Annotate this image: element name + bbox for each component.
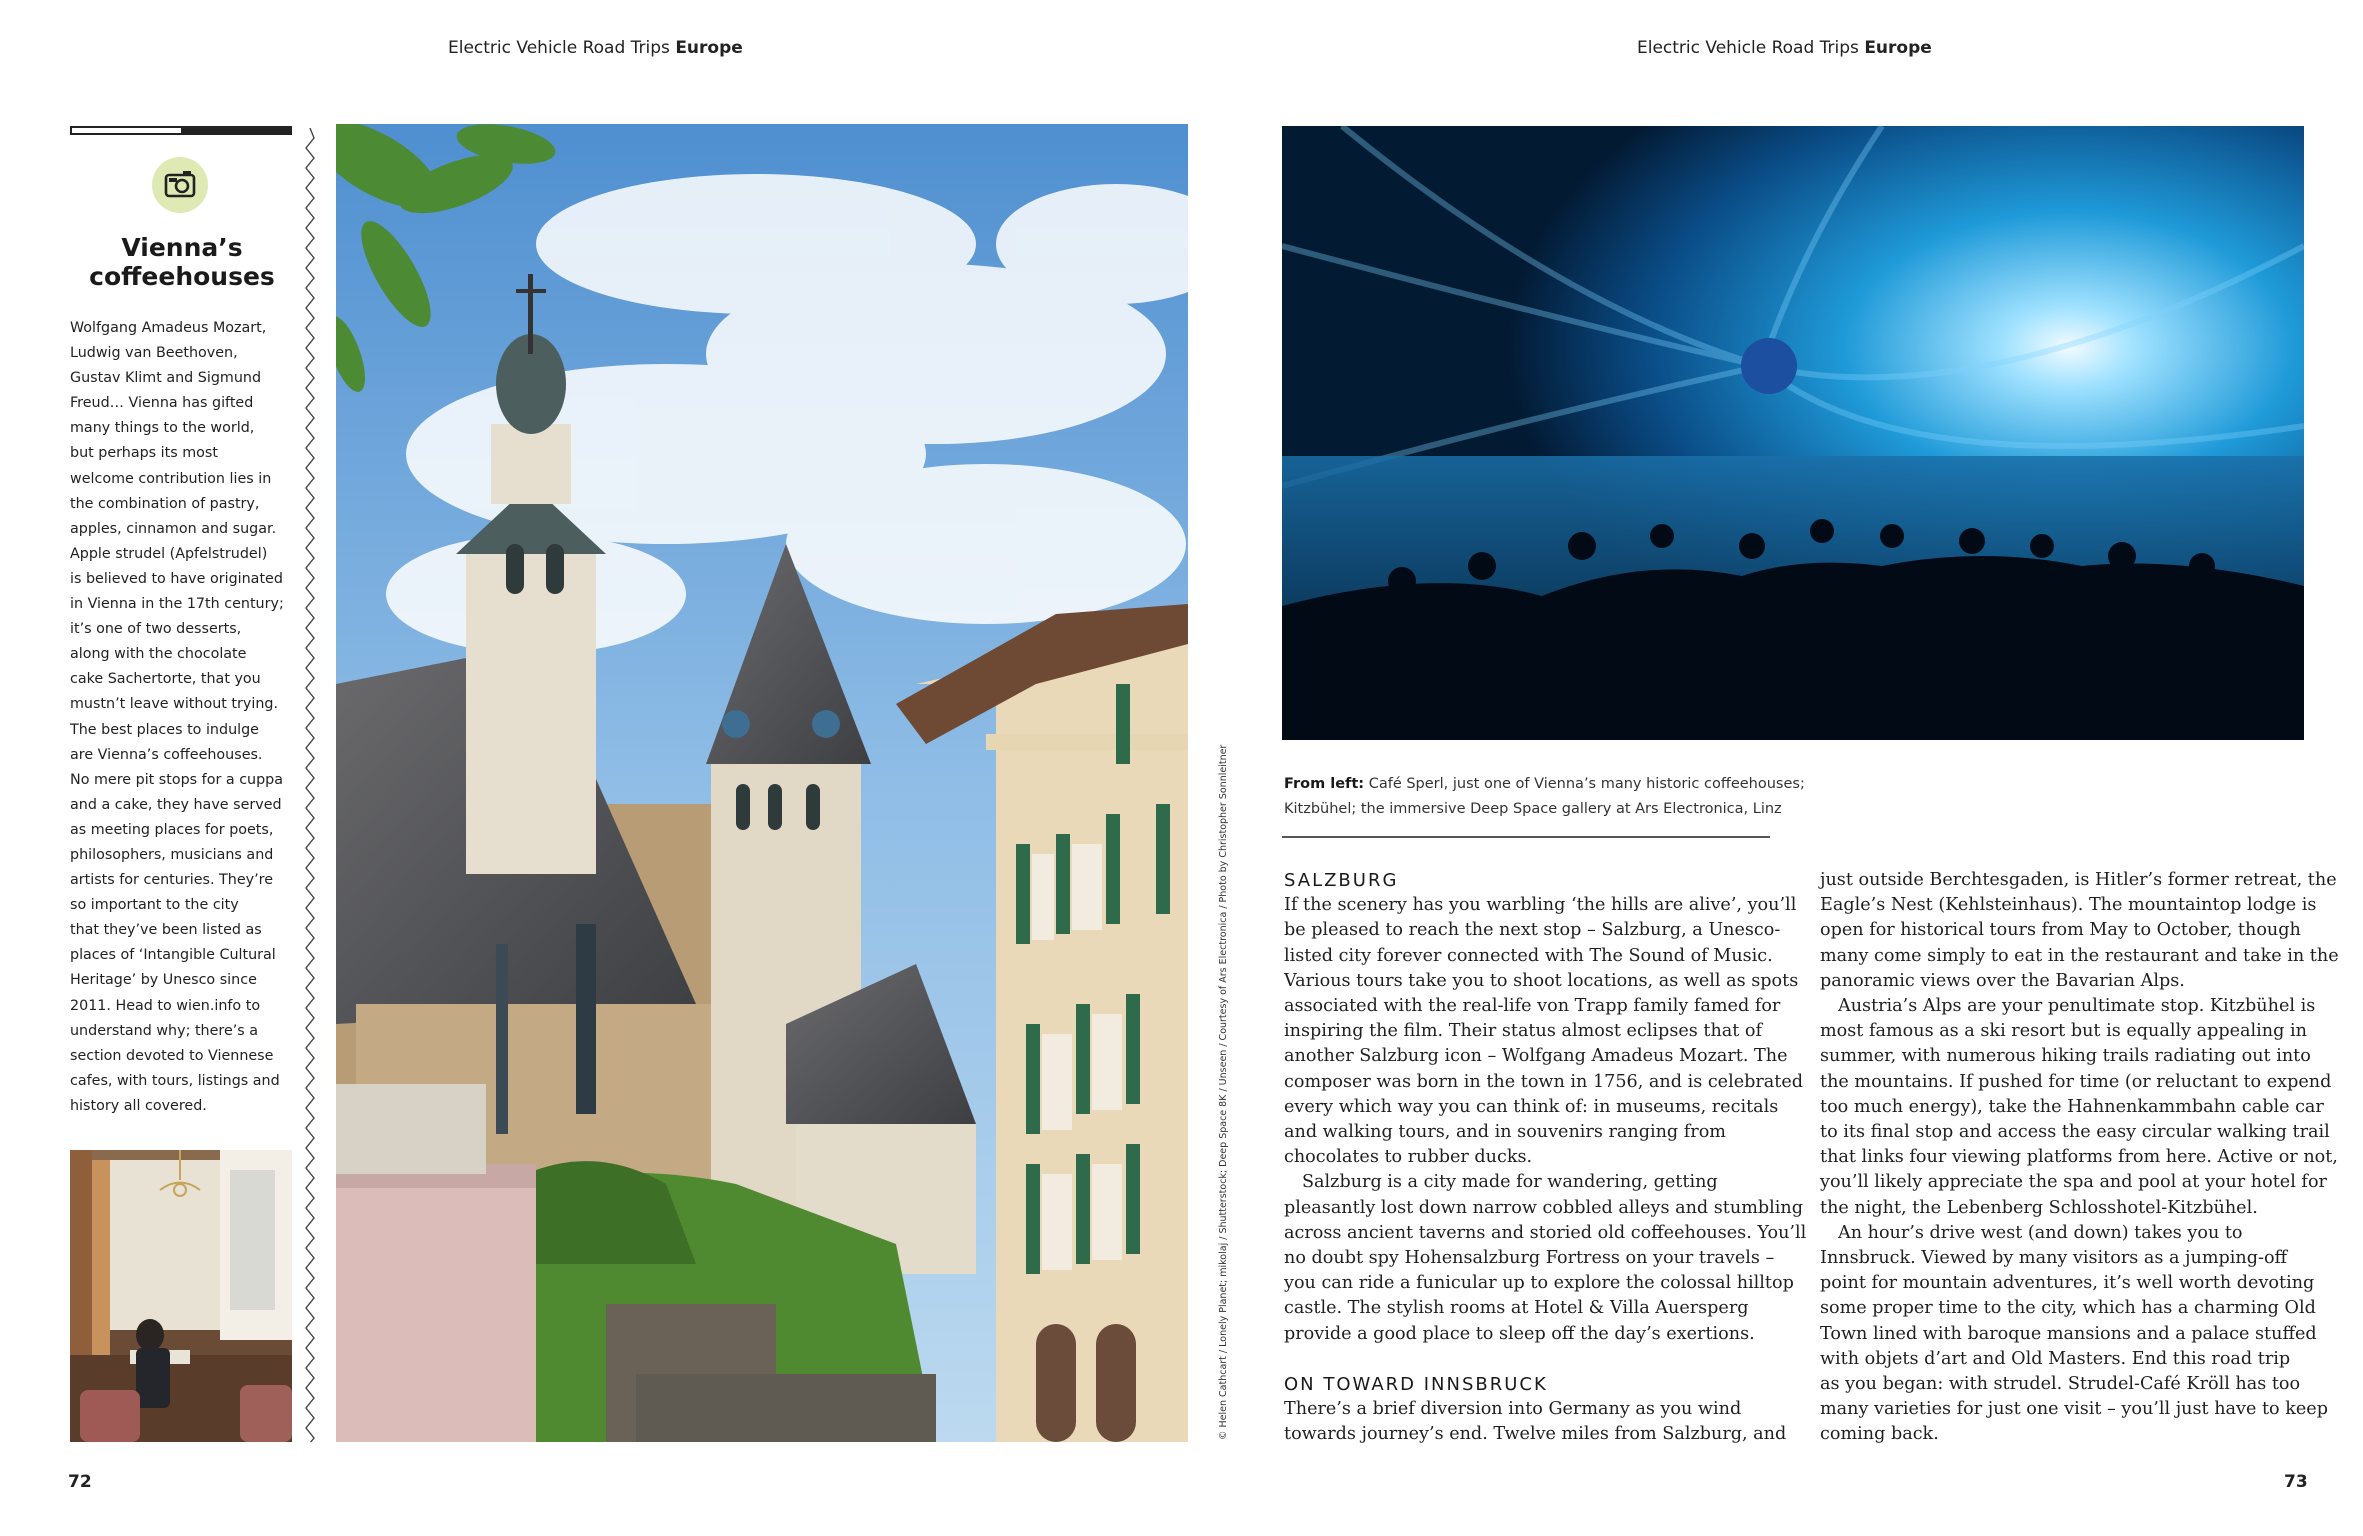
- sidebar-line: mustn’t leave without trying.: [70, 696, 279, 713]
- body-line: every which way you can think of: in museums, recitals: [1284, 1096, 1779, 1117]
- sidebar-line: The best places to indulge: [70, 721, 259, 738]
- sidebar-line: but perhaps its most: [70, 445, 218, 462]
- header-bold: Europe: [1864, 38, 1932, 58]
- sidebar-line: understand why; there’s a: [70, 1022, 259, 1039]
- body-line: across ancient taverns and storied old coffeehouses. You’ll: [1284, 1222, 1807, 1243]
- sidebar-line: it’s one of two desserts,: [70, 621, 242, 638]
- kitzbuehel-photo: [336, 124, 1188, 1442]
- body-line: pleasantly lost down narrow cobbled alleys and stumbling: [1284, 1197, 1803, 1218]
- body-line: with objets d’art and Old Masters. End this road trip: [1820, 1348, 2291, 1369]
- body-line: the night, the Lebenberg Schlosshotel-Kitzbühel.: [1820, 1197, 2258, 1218]
- camera-icon: [152, 157, 208, 213]
- sidebar-line: apples, cinnamon and sugar.: [70, 520, 277, 537]
- body-line: If the scenery has you warbling ‘the hills are alive’, you’ll: [1284, 895, 1797, 916]
- sidebar-line: 2011. Head to wien.info to: [70, 997, 261, 1014]
- body-line: coming back.: [1820, 1424, 1939, 1445]
- photo-credit: © Helen Cathcart / Lonely Planet; mikolaj / Shutterstock; Deep Space 8K / Unseen / Courtesy of Ars Electronica / Photo by Christopher Sonnleitner: [1218, 744, 1229, 1440]
- body-line: open for historical tours from May to October, though: [1820, 920, 2301, 941]
- sidebar-line: places of ‘Intangible Cultural: [70, 947, 276, 964]
- body-line: you’ll likely appreciate the spa and pool at your hotel for: [1820, 1172, 2327, 1193]
- body-line: There’s a brief diversion into Germany as you wind: [1284, 1399, 1742, 1420]
- sidebar-line: Gustav Klimt and Sigmund: [70, 370, 262, 387]
- body-column-1: [1284, 868, 1807, 1447]
- body-column-2: [1820, 868, 2340, 1448]
- sidebar-line: are Vienna’s coffeehouses.: [70, 746, 263, 763]
- body-line: the mountains. If pushed for time (or reluctant to expend: [1820, 1071, 2332, 1092]
- sidebar-line: Freud… Vienna has gifted: [70, 395, 254, 412]
- caption-line: Kitzbühel; the immersive Deep Space gallery at Ars Electronica, Linz: [1284, 801, 1782, 817]
- sidebar-line: cafes, with tours, listings and: [70, 1072, 280, 1089]
- body-line: castle. The stylish rooms at Hotel & Villa Auersperg: [1284, 1298, 1749, 1319]
- sidebar-line: Heritage’ by Unesco since: [70, 972, 257, 989]
- body-line: be pleased to reach the next stop – Salzburg, a Unesco-: [1284, 920, 1781, 941]
- body-line: Eagle’s Nest (Kehlsteinhaus). The mountaintop lodge is: [1820, 895, 2317, 916]
- running-header-right: [1637, 38, 1932, 58]
- sidebar-line: so important to the city: [70, 897, 239, 914]
- sidebar-line: welcome contribution lies in: [70, 470, 272, 487]
- sidebar-line: Wolfgang Amadeus Mozart,: [70, 320, 267, 336]
- sidebar-title: [70, 233, 294, 291]
- sidebar-line: cake Sachertorte, that you: [70, 671, 261, 688]
- page-number-right: 73: [2284, 1472, 2308, 1492]
- body-line: another Salzburg icon – Wolfgang Amadeus Mozart. The: [1284, 1046, 1788, 1067]
- body-line: provide a good place to sleep off the day’s exertions.: [1284, 1323, 1755, 1344]
- sidebar-title-line: coffeehouses: [89, 262, 275, 291]
- body-line: Innsbruck. Viewed by many visitors as a jumping-off: [1820, 1248, 2288, 1269]
- body-line: to its final stop and access the easy circular walking trail: [1820, 1122, 2330, 1143]
- section-gap: [1284, 1347, 1804, 1372]
- photo-caption: [1284, 772, 1805, 822]
- body-line: inspiring the film. Their status almost eclipses that of: [1284, 1021, 1763, 1042]
- body-line: composer was born in the town in 1756, and is celebrated: [1284, 1071, 1804, 1092]
- body-line: that links four viewing platforms from here. Active or not,: [1820, 1147, 2338, 1168]
- body-line: An hour’s drive west (and down) takes you to: [1838, 1222, 2243, 1243]
- sidebar-line: Apple strudel (Apfelstrudel): [70, 545, 268, 562]
- sidebar-line: Ludwig van Beethoven,: [70, 345, 238, 362]
- body-line: towards journey’s end. Twelve miles from Salzburg, and: [1284, 1424, 1787, 1445]
- caption-text: Café Sperl, just one of Vienna’s many historic coffeehouses;: [1364, 776, 1805, 792]
- body-line: Salzburg is a city made for wandering, getting: [1302, 1172, 1718, 1193]
- sidebar-line: No mere pit stops for a cuppa: [70, 771, 284, 788]
- body-line: some proper time to the city, which has a charming Old: [1820, 1298, 2316, 1319]
- sidebar-line: history all covered.: [70, 1097, 207, 1114]
- body-line: point for mountain adventures, it’s well worth devoting: [1820, 1273, 2315, 1294]
- page-number-left: 72: [68, 1472, 92, 1492]
- sidebar-title-line: Vienna’s: [121, 233, 243, 262]
- header-bold: Europe: [675, 38, 743, 58]
- sidebar-line: artists for centuries. They’re: [70, 872, 273, 889]
- section-heading: ON TOWARD INNSBRUCK: [1284, 1373, 1548, 1395]
- header-text: Electric Vehicle Road Trips: [1637, 38, 1865, 58]
- running-header-left: [448, 38, 743, 58]
- body-line: Town lined with baroque mansions and a palace stuffed: [1820, 1323, 2317, 1344]
- section-heading: SALZBURG: [1284, 870, 1399, 891]
- sidebar-line: along with the chocolate: [70, 646, 247, 663]
- body-line: summer, with numerous hiking trails radiating out into: [1820, 1046, 2311, 1067]
- body-line: many varieties for just one visit – you’ll just have to keep: [1820, 1399, 2328, 1420]
- sidebar-line: the combination of pastry,: [70, 495, 260, 512]
- body-line: many come simply to eat in the restaurant and take in the: [1820, 945, 2339, 966]
- body-line: associated with the real-life von Trapp family famed for: [1284, 996, 1781, 1017]
- body-line: and walking tours, and in souvenirs ranging from: [1284, 1122, 1726, 1143]
- sidebar-line: philosophers, musicians and: [70, 846, 274, 863]
- deep-space-photo: [1282, 126, 2304, 740]
- cafe-sperl-photo: [70, 1150, 292, 1442]
- sidebar-rule: [70, 126, 292, 135]
- header-text: Electric Vehicle Road Trips: [448, 38, 676, 58]
- caption-lead: From left:: [1284, 776, 1365, 792]
- sidebar-line: in Vienna in the 17th century;: [70, 596, 284, 613]
- body-line: most famous as a ski resort but is equally appealing in: [1820, 1021, 2307, 1042]
- sidebar-body: [70, 316, 296, 1119]
- body-line: too much energy), take the Hahnenkammbahn cable car: [1820, 1096, 2324, 1117]
- body-line: panoramic views over the Bavarian Alps.: [1820, 970, 2185, 991]
- sidebar-line: as meeting places for poets,: [70, 821, 274, 838]
- body-line: just outside Berchtesgaden, is Hitler’s former retreat, the: [1820, 870, 2337, 890]
- body-line: no doubt spy Hohensalzburg Fortress on your travels –: [1284, 1248, 1775, 1269]
- body-line: chocolates to rubber ducks.: [1284, 1147, 1533, 1168]
- sidebar-line: many things to the world,: [70, 420, 255, 437]
- sidebar-line: is believed to have originated: [70, 570, 283, 587]
- caption-line: [1284, 772, 1805, 797]
- body-line: Austria’s Alps are your penultimate stop. Kitzbühel is: [1838, 996, 2316, 1017]
- body-line: listed city forever connected with The Sound of Music.: [1284, 945, 1773, 966]
- wavy-divider: [304, 128, 316, 1442]
- sidebar-line: and a cake, they have served: [70, 796, 282, 813]
- sidebar-line: section devoted to Viennese: [70, 1047, 274, 1064]
- body-line: Various tours take you to shoot locations, as well as spots: [1284, 970, 1799, 991]
- caption-rule: [1282, 836, 1770, 838]
- body-line: you can ride a funicular up to explore the colossal hilltop: [1284, 1273, 1794, 1294]
- body-line: as you began: with strudel. Strudel-Café Kröll has too: [1820, 1374, 2301, 1395]
- sidebar-line: that they’ve been listed as: [70, 922, 262, 939]
